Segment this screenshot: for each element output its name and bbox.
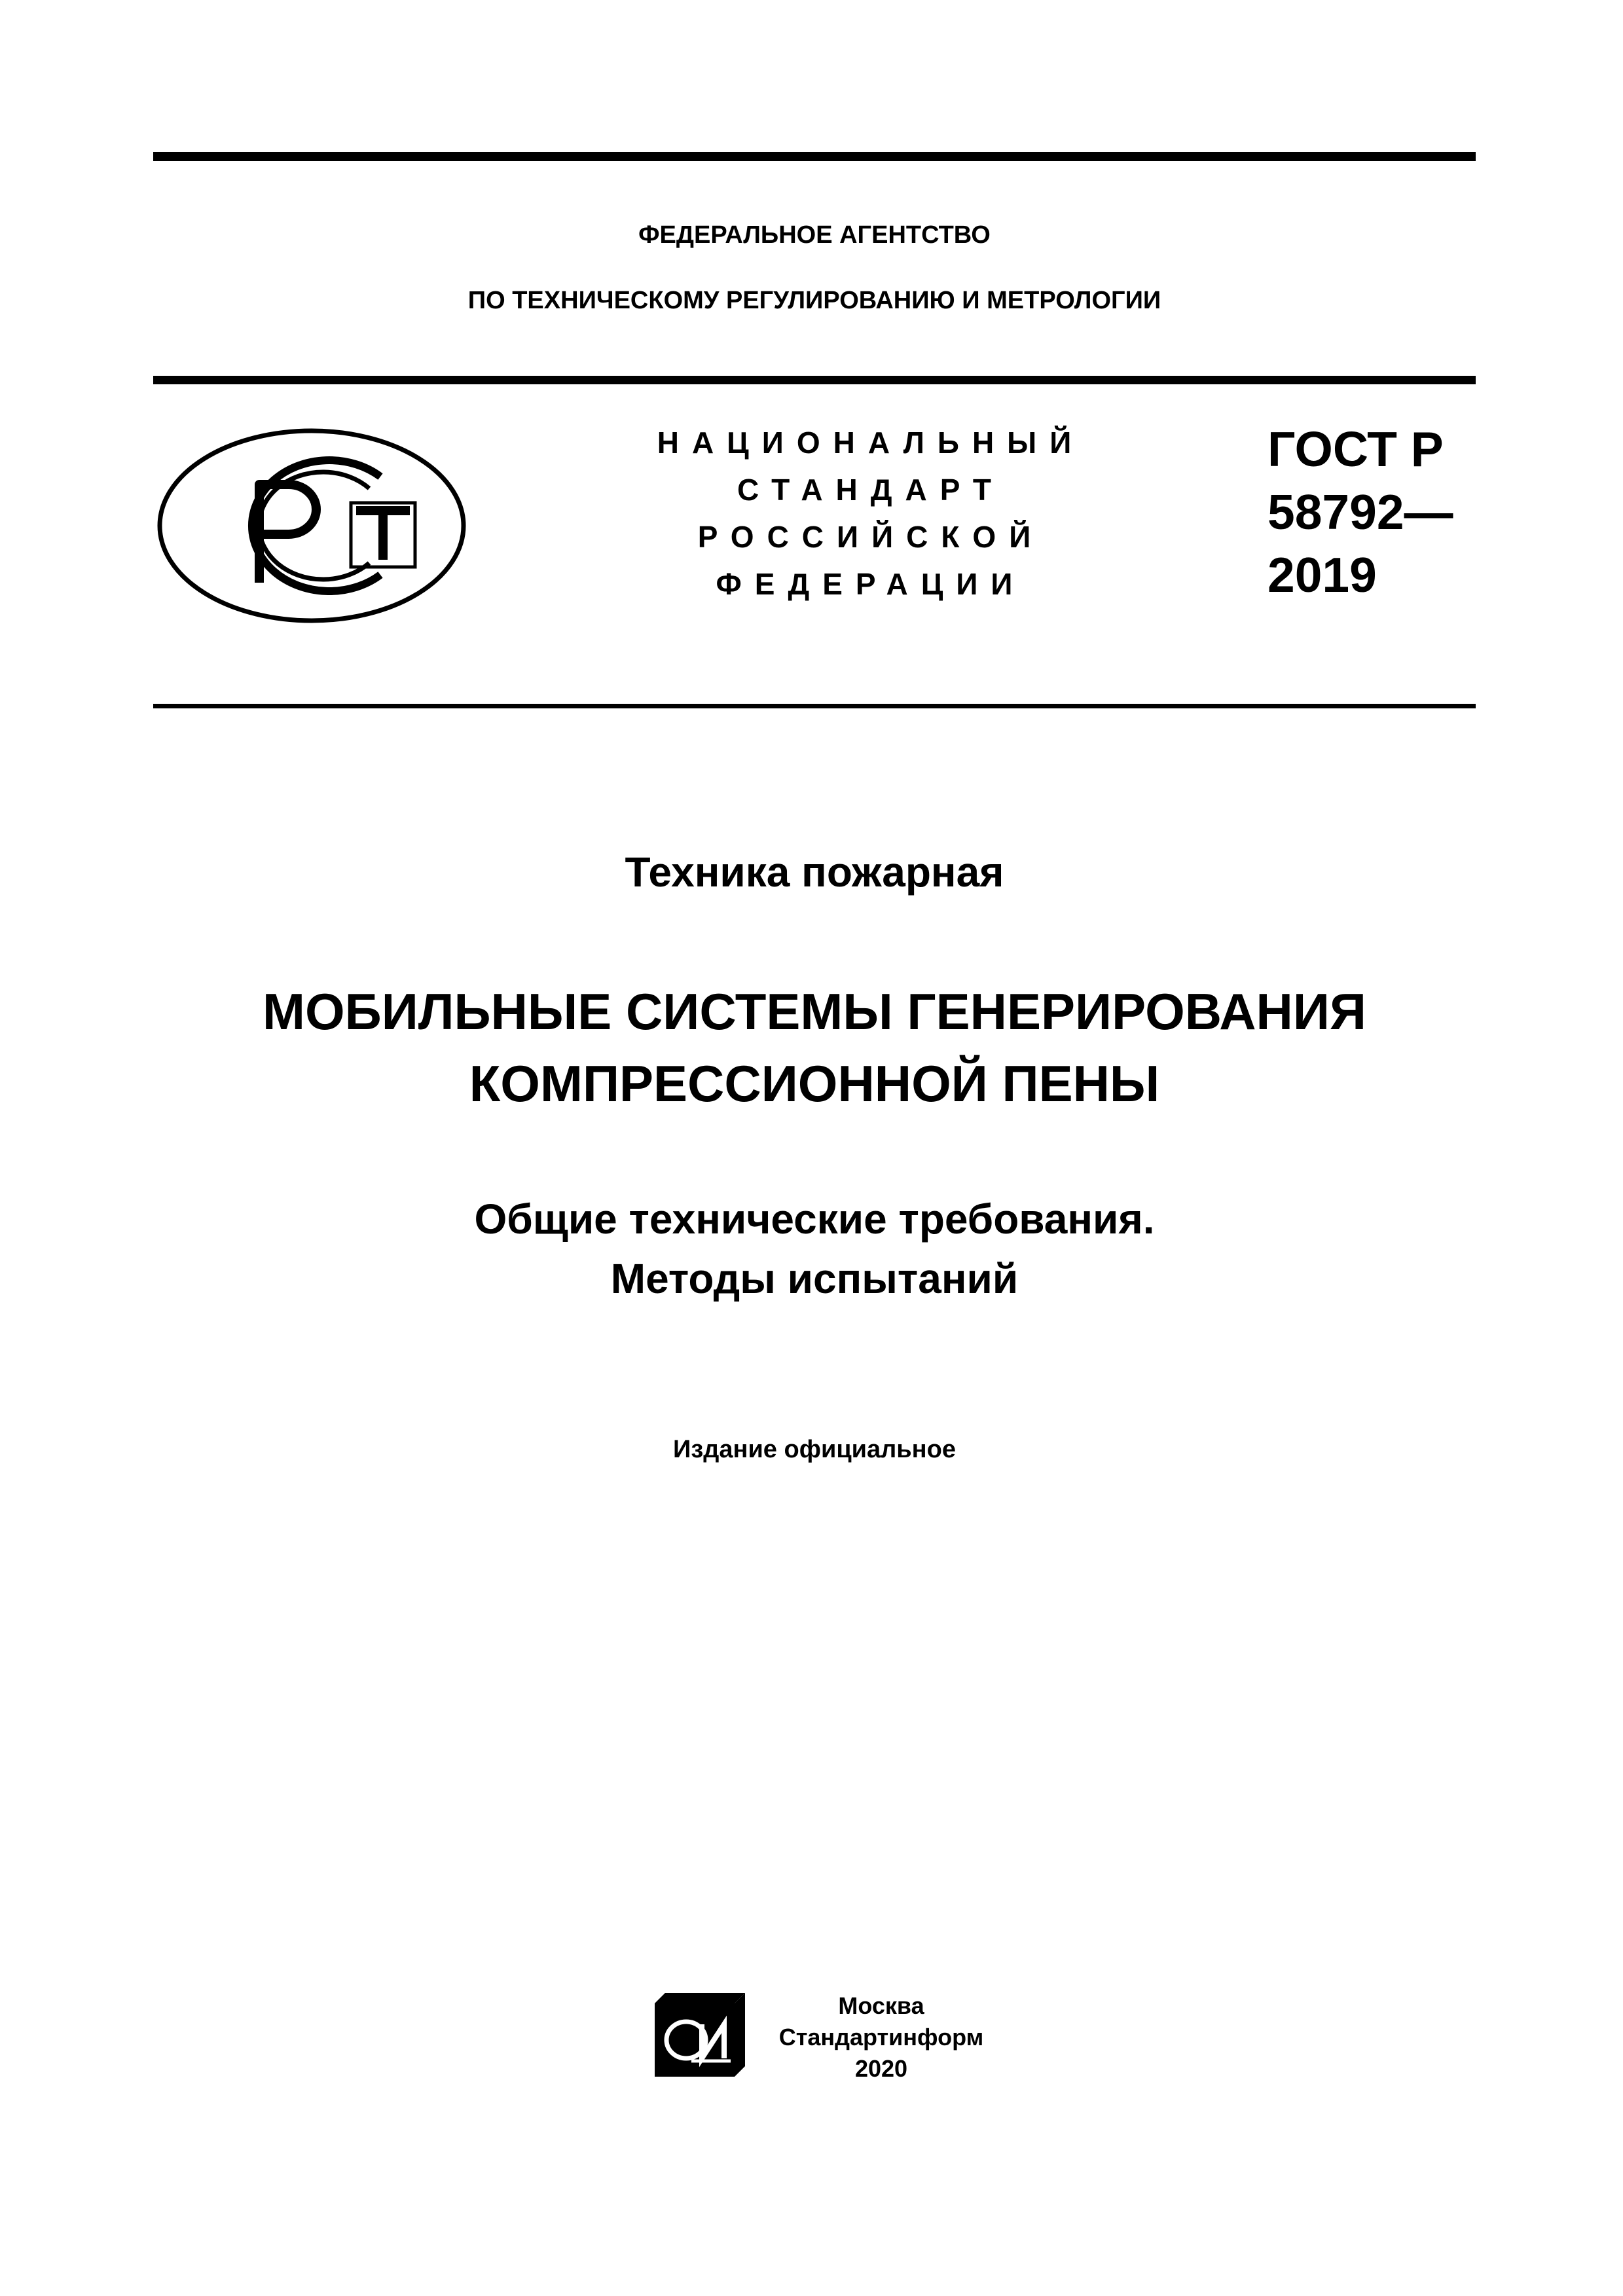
document-title-line1: МОБИЛЬНЫЕ СИСТЕМЫ ГЕНЕРИРОВАНИЯ: [263, 983, 1366, 1040]
bottom-rule: [153, 704, 1476, 708]
top-rule: [153, 152, 1476, 161]
publisher-block: [757, 1990, 1006, 2085]
standartinform-logo-icon: [652, 1990, 748, 2082]
national-standard-line: НАЦИОНАЛЬНЫЙ: [657, 426, 1085, 460]
gost-line: 2019: [1267, 547, 1377, 602]
agency-name-line1: ФЕДЕРАЛЬНОЕ АГЕНТСТВО: [638, 221, 991, 249]
middle-rule: [153, 376, 1476, 384]
publisher-city: Москва: [838, 1992, 924, 2019]
document-subtitle-line2: Методы испытаний: [610, 1255, 1019, 1302]
publisher-name: Стандартинформ: [778, 2024, 984, 2050]
edition-note: Издание официальное: [673, 1436, 956, 1463]
national-standard-line: СТАНДАРТ: [737, 473, 1004, 507]
document-title-line2: КОМПРЕССИОННОЙ ПЕНЫ: [469, 1055, 1160, 1112]
document-subtitle-line1: Общие технические требования.: [474, 1195, 1155, 1243]
agency-name-line2: ПО ТЕХНИЧЕСКОМУ РЕГУЛИРОВАНИЮ И МЕТРОЛОГИИ: [467, 287, 1161, 314]
publication-year: 2020: [854, 2055, 908, 2082]
rst-logo-icon: [155, 426, 469, 626]
national-standard-line: РОССИЙСКОЙ: [697, 520, 1044, 554]
gost-designation: [1267, 418, 1453, 606]
gost-line: 58792—: [1267, 484, 1453, 539]
document-category: Техника пожарная: [625, 848, 1004, 896]
national-standard-label: [622, 419, 1120, 608]
gost-line: ГОСТ Р: [1267, 422, 1444, 477]
national-standard-line: ФЕДЕРАЦИИ: [716, 567, 1026, 601]
